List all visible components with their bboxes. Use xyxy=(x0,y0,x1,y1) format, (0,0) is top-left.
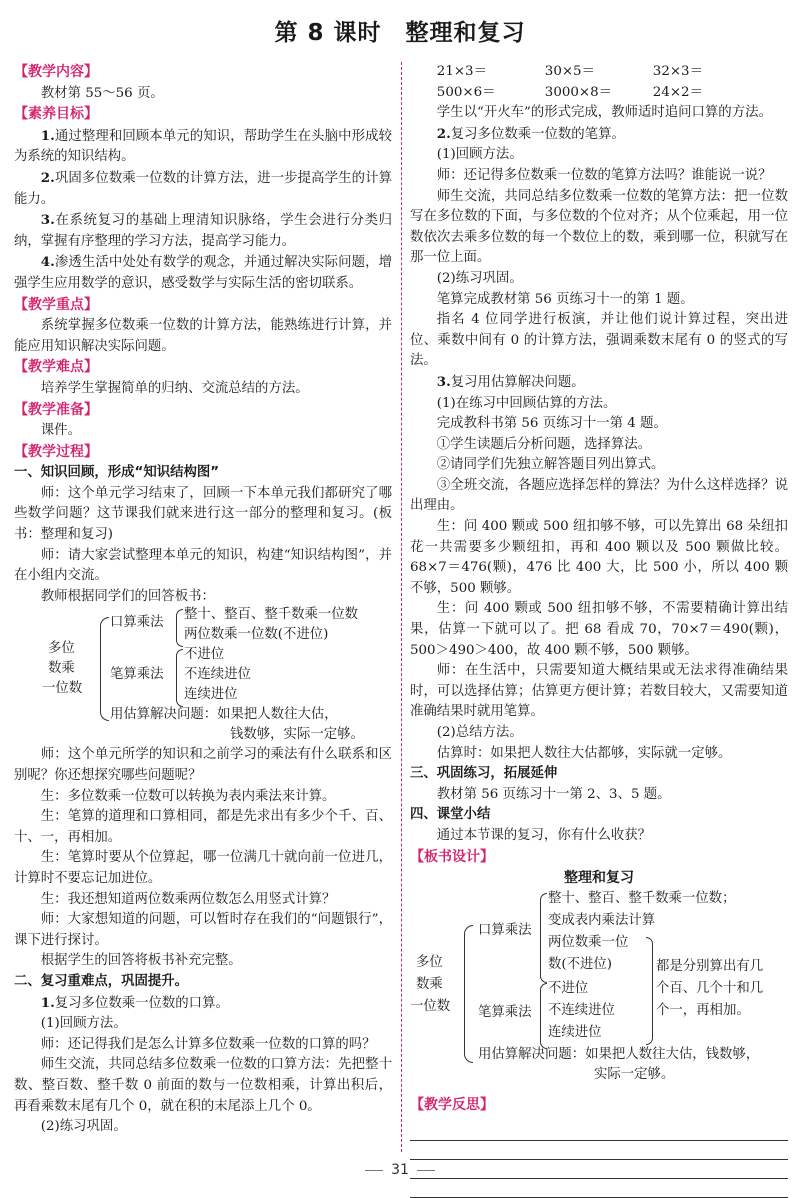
column-divider xyxy=(401,62,402,1152)
board-branch-oral: 口算乘法 xyxy=(478,922,532,938)
tree-estimate: 钱数够，实际一定够。 xyxy=(230,727,364,743)
board-branch-written: 笔算乘法 xyxy=(478,1004,532,1020)
section-heading-key: 【教学重点】 xyxy=(14,296,98,313)
content-text: 教材第 55～56 页。 xyxy=(40,85,164,101)
board-leaf: 整十、整百、整千数乘一位数； xyxy=(548,890,736,906)
paragraph: 生：我还想知道两位数乘两位数怎么用竖式计算？ xyxy=(40,891,336,907)
tree-bracket xyxy=(176,609,183,647)
part4-heading: 四、课堂小结 xyxy=(410,807,491,823)
paragraph: 生：笔算的道理和口算相同，都是先求出有多少个千、百、十、一，再相加。 xyxy=(14,809,392,845)
goal-item: 2.巩固多位数乘一位数的计算方法，进一步提高学生的计算能力。 xyxy=(14,169,392,207)
footer-dash xyxy=(417,1170,435,1171)
board-root: 一位数 xyxy=(410,998,451,1014)
left-column xyxy=(14,62,392,1138)
board-note: 个百、几个十和几 xyxy=(656,980,764,996)
paragraph: 师：还记得我们是怎么计算多位数乘一位数的口算的吗？ xyxy=(40,1036,376,1052)
paragraph: 生：笔算时要从个位算起，哪一位满几十就向前一位进几，计算时不要忘记加进位。 xyxy=(14,850,392,886)
paragraph: 师：还记得多位数乘一位数的笔算方法吗？谁能说一说？ xyxy=(436,167,772,183)
paragraph: 生：问 400 颗或 500 纽扣够不够，可以先算出 68 朵纽扣花一共需要多少颗纽扣，再和 400 颗以及 500 颗做比较。68×7＝476(颗)，476 比 400 大，比 500 小，所以 400 颗不够，500 颗够。 xyxy=(410,519,788,596)
paragraph: (2)练习巩固。 xyxy=(436,270,523,286)
tree-estimate: 用估算解决问题：如果把人数往大估， xyxy=(110,707,338,723)
page-footer xyxy=(0,1162,800,1178)
subheading: 3.复习用估算解决问题。 xyxy=(436,373,585,390)
paragraph: ③全班交流，各题应选择怎样的算法？为什么这样选择？说出理由。 xyxy=(410,477,788,514)
paragraph: (2)总结方法。 xyxy=(436,725,523,740)
math-row xyxy=(410,83,788,104)
section-heading-content: 【教学内容】 xyxy=(14,64,98,80)
paragraph: 师：在生活中，只需要知道大概结果或无法求得准确结果时，可以选择估算；估算更方便计算；若数目较大，又需要知道准确结果时就用笔算。 xyxy=(410,663,788,720)
tree-bracket xyxy=(176,649,183,707)
board-root: 数乘 xyxy=(416,976,443,992)
writing-line xyxy=(410,1122,788,1141)
goal-item: 4.渗透生活中处处有数学的观念，并通过解决实际问题，增强学生应用数学的意识，感受数学与实际生活的密切联系。 xyxy=(14,254,392,291)
goal-item: 3.在系统复习的基础上理清知识脉络，学生会进行分类归纳，掌握有序整理的学习方法，提高学习能力。 xyxy=(14,212,392,249)
paragraph: 师：这个单元学习结束了，回顾一下本单元我们都研究了哪些数学问题？这节课我们就来进行这一部分的整理和复习。(板书：整理和复习) xyxy=(14,485,392,543)
paragraph: ①学生读题后分析问题，选择算法。 xyxy=(436,436,652,452)
section-heading-board: 【板书设计】 xyxy=(410,848,494,865)
tree-bracket xyxy=(100,617,109,721)
math-item: 3000×8＝ xyxy=(544,84,613,100)
section-heading-prep: 【教学准备】 xyxy=(14,401,98,418)
paragraph: 师生交流，共同总结多位数乘一位数的笔算方法：把一位数写在多位数的下面，与多位数的个位对齐；从个位乘起，用一位数依次去乘多位数的每一个数位上的数，乘到哪一位，积就写在那一位上面。 xyxy=(410,188,788,266)
board-note: 都是分别算出有几 xyxy=(656,958,764,974)
page-title: 第 8 课时 整理和复习 xyxy=(274,20,526,46)
tree-leaf: 整十、整百、整千数乘一位数 xyxy=(184,607,359,623)
board-bracket xyxy=(540,983,547,1049)
reflection-lines xyxy=(410,1122,788,1198)
key-text: 系统掌握多位数乘一位数的计算方法，能熟练进行计算，并能应用知识解决实际问题。 xyxy=(14,318,392,354)
tree-branch-written: 笔算乘法 xyxy=(110,667,164,683)
math-item: 500×6＝ xyxy=(436,84,496,100)
section-heading-difficulty: 【教学难点】 xyxy=(14,359,98,376)
writing-line xyxy=(410,1179,788,1198)
paragraph: 通过本节课的复习，你有什么收获？ xyxy=(436,827,652,843)
board-bracket xyxy=(464,925,473,1063)
tree-leaf: 不连续进位 xyxy=(184,667,251,683)
goal-item: 1.通过整理和回顾本单元的知识，帮助学生在头脑中形成较为系统的知识结构。 xyxy=(14,127,392,165)
paragraph: 生：问 400 颗或 500 纽扣够不够，不需要精确计算出结果，估算一下就可以了。把 68 看成 70，70×7＝490(颗)，500＞490＞400，故 400 颗不够，500 颗够。 xyxy=(410,601,788,658)
part1-heading: 一、知识回顾，形成“知识结构图” xyxy=(14,465,220,481)
prep-text: 课件。 xyxy=(40,423,81,439)
board-estimate: 实际一定够。 xyxy=(594,1066,675,1082)
paragraph: 师：这个单元所学的知识和之前学习的乘法有什么联系和区别呢？你还想探究哪些问题呢？ xyxy=(14,747,392,784)
paragraph: (2)练习巩固。 xyxy=(40,1119,127,1135)
paragraph: 生：多位数乘一位数可以转换为表内乘法来计算。 xyxy=(40,788,336,804)
paragraph: ②请同学们先独立解答题目列出算式。 xyxy=(436,457,665,473)
board-leaf: 连续进位 xyxy=(548,1024,602,1040)
math-item: 21×3＝ xyxy=(436,64,487,79)
paragraph: (1)回顾方法。 xyxy=(436,147,523,163)
board-leaf: 两位数乘一位 xyxy=(548,934,629,950)
math-row xyxy=(410,62,788,83)
section-heading-goals: 【素养目标】 xyxy=(14,106,98,123)
tree-root: 一位数 xyxy=(42,681,83,697)
part3-heading: 三、巩固练习，拓展延伸 xyxy=(410,766,558,782)
board-estimate: 用估算解决问题：如果把人数往大估，钱数够， xyxy=(478,1046,760,1062)
board-note: 个一，再相加。 xyxy=(656,1002,750,1018)
section-heading-reflection: 【教学反思】 xyxy=(410,1096,494,1113)
tree-leaf: 连续进位 xyxy=(184,687,238,703)
math-item: 32×3＝ xyxy=(652,64,703,79)
tree-leaf: 不进位 xyxy=(184,647,225,663)
board-diagram xyxy=(410,889,788,1082)
board-title: 整理和复习 xyxy=(564,870,634,887)
paragraph: 笔算完成教材第 56 页练习十一的第 1 题。 xyxy=(436,291,694,307)
subheading: 2.复习多位数乘一位数的笔算。 xyxy=(436,125,625,142)
paragraph: 师：请大家尝试整理本单元的知识，构建“知识结构图”，并在小组内交流。 xyxy=(14,547,392,584)
paragraph: 教师根据同学们的回答板书： xyxy=(40,588,215,604)
board-leaf: 不进位 xyxy=(548,980,589,996)
section-heading-process: 【教学过程】 xyxy=(14,443,98,460)
tree-leaf: 两位数乘一位数(不进位) xyxy=(184,627,329,643)
paragraph: 师生交流，共同总结多位数乘一位数的口算方法：先把整十数、整百数、整千数 0 前面的数与一位数相乘，计算出积后，再看乘数末尾有几个 0，就在积的末尾添上几个 0。 xyxy=(14,1057,392,1114)
difficulty-text: 培养学生掌握简单的归纳、交流总结的方法。 xyxy=(40,380,309,396)
math-item: 30×5＝ xyxy=(544,64,595,79)
subheading: 1.复习多位数乘一位数的口算。 xyxy=(40,994,229,1011)
right-column xyxy=(410,62,788,1198)
paragraph: 完成教科书第 56 页练习十一第 4 题。 xyxy=(436,416,667,432)
footer-dash xyxy=(365,1170,383,1171)
paragraph: 根据学生的回答将板书补充完整。 xyxy=(40,953,242,969)
tree-branch-oral: 口算乘法 xyxy=(110,615,164,631)
paragraph: 师：大家想知道的问题，可以暂时存在我们的“问题银行”，课下进行探讨。 xyxy=(14,912,392,948)
paragraph: 指名 4 位同学进行板演，并让他们说计算过程，突出进位、乘数中间有 0 的计算方法，强调乘数末尾有 0 的竖式的写法。 xyxy=(410,312,788,369)
board-leaf: 变成表内乘法计算 xyxy=(548,912,656,928)
board-bracket xyxy=(540,893,547,983)
tree-root: 数乘 xyxy=(48,661,75,677)
writing-line xyxy=(410,1141,788,1160)
paragraph: 教材第 56 页练习十一第 2、3、5 题。 xyxy=(436,786,671,802)
paragraph: 学生以“开火车”的形式完成，教师适时追问口算的方法。 xyxy=(436,105,772,121)
board-root: 多位 xyxy=(416,954,443,970)
paragraph: (1)回顾方法。 xyxy=(40,1016,127,1032)
math-item: 24×2＝ xyxy=(652,84,703,100)
board-leaf: 数(不进位) xyxy=(548,956,613,972)
tree-root: 多位 xyxy=(48,641,75,657)
board-leaf: 不连续进位 xyxy=(548,1002,615,1018)
paragraph: 估算时：如果把人数往大估都够，实际就一定够。 xyxy=(436,745,732,761)
knowledge-tree xyxy=(14,607,392,743)
page-number: 31 xyxy=(391,1162,409,1178)
paragraph: (1)在练习中回顾估算的方法。 xyxy=(436,395,617,411)
part2-heading: 二、复习重难点，巩固提升。 xyxy=(14,973,189,989)
board-bracket xyxy=(646,937,653,1045)
